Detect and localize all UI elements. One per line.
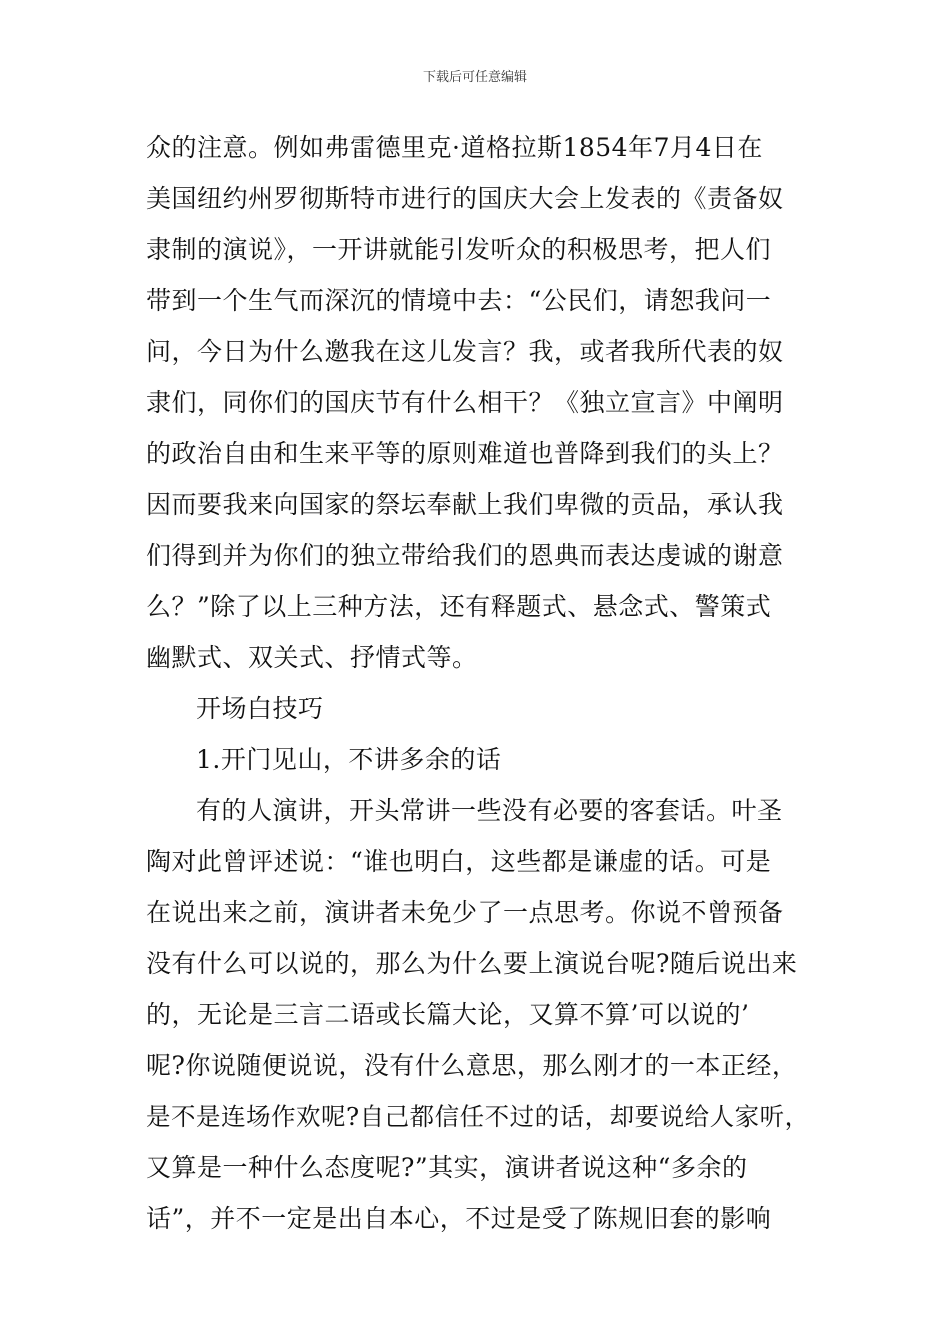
text-line: 的，无论是三言二语或长篇大论，又算不算’可以说的’ [146, 1000, 750, 1029]
text-line: 问，今日为什么邀我在这儿发言？我，或者我所代表的奴 [146, 337, 784, 366]
subsection-heading: 1.开门见山，不讲多余的话 [196, 745, 502, 774]
text-line: 隶制的演说》，一开讲就能引发听众的积极思考，把人们 [146, 235, 772, 264]
text-line: 是不是连场作欢呢?自己都信任不过的话，却要说给人家听， [146, 1102, 810, 1131]
text-line: 呢?你说随便说说，没有什么意思，那么刚才的一本正经， [146, 1051, 798, 1080]
text-line: 又算是一种什么态度呢?”其实，演讲者说这种“多余的 [146, 1153, 748, 1182]
text-line: 带到一个生气而深沉的情境中去：“公民们，请恕我问一 [146, 286, 772, 315]
text-line: 美国纽约州罗彻斯特市进行的国庆大会上发表的《责备奴 [146, 184, 784, 213]
text-line: 隶们，同你们的国庆节有什么相干？《独立宣言》中阐明 [146, 388, 784, 417]
text-line: 没有什么可以说的，那么为什么要上演说台呢?随后说出来 [146, 949, 798, 978]
text-line: 因而要我来向国家的祭坛奉献上我们卑微的贡品，承认我 [146, 490, 784, 519]
section-heading: 开场白技巧 [196, 694, 324, 723]
text-line: 有的人演讲，开头常讲一些没有必要的客套话。叶圣 [196, 796, 783, 825]
text-line: 么？”除了以上三种方法，还有释题式、悬念式、警策式 [146, 592, 772, 621]
text-line: 众的注意。例如弗雷德里克·道格拉斯1854年7月4日在 [146, 133, 763, 162]
text-line: 在说出来之前，演讲者未免少了一点思考。你说不曾预备 [146, 898, 784, 927]
text-line: 的政治自由和生来平等的原则难道也普降到我们的头上？ [146, 439, 784, 468]
text-line: 陶对此曾评述说：“谁也明白，这些都是谦虚的话。可是 [146, 847, 772, 876]
text-line: 们得到并为你们的独立带给我们的恩典而表达虔诚的谢意 [146, 541, 784, 570]
text-line: 话”，并不一定是出自本心，不过是受了陈规旧套的影响 [146, 1204, 772, 1233]
text-line: 幽默式、双关式、抒情式等。 [146, 643, 478, 672]
page-header: 下载后可任意编辑 [422, 70, 527, 85]
